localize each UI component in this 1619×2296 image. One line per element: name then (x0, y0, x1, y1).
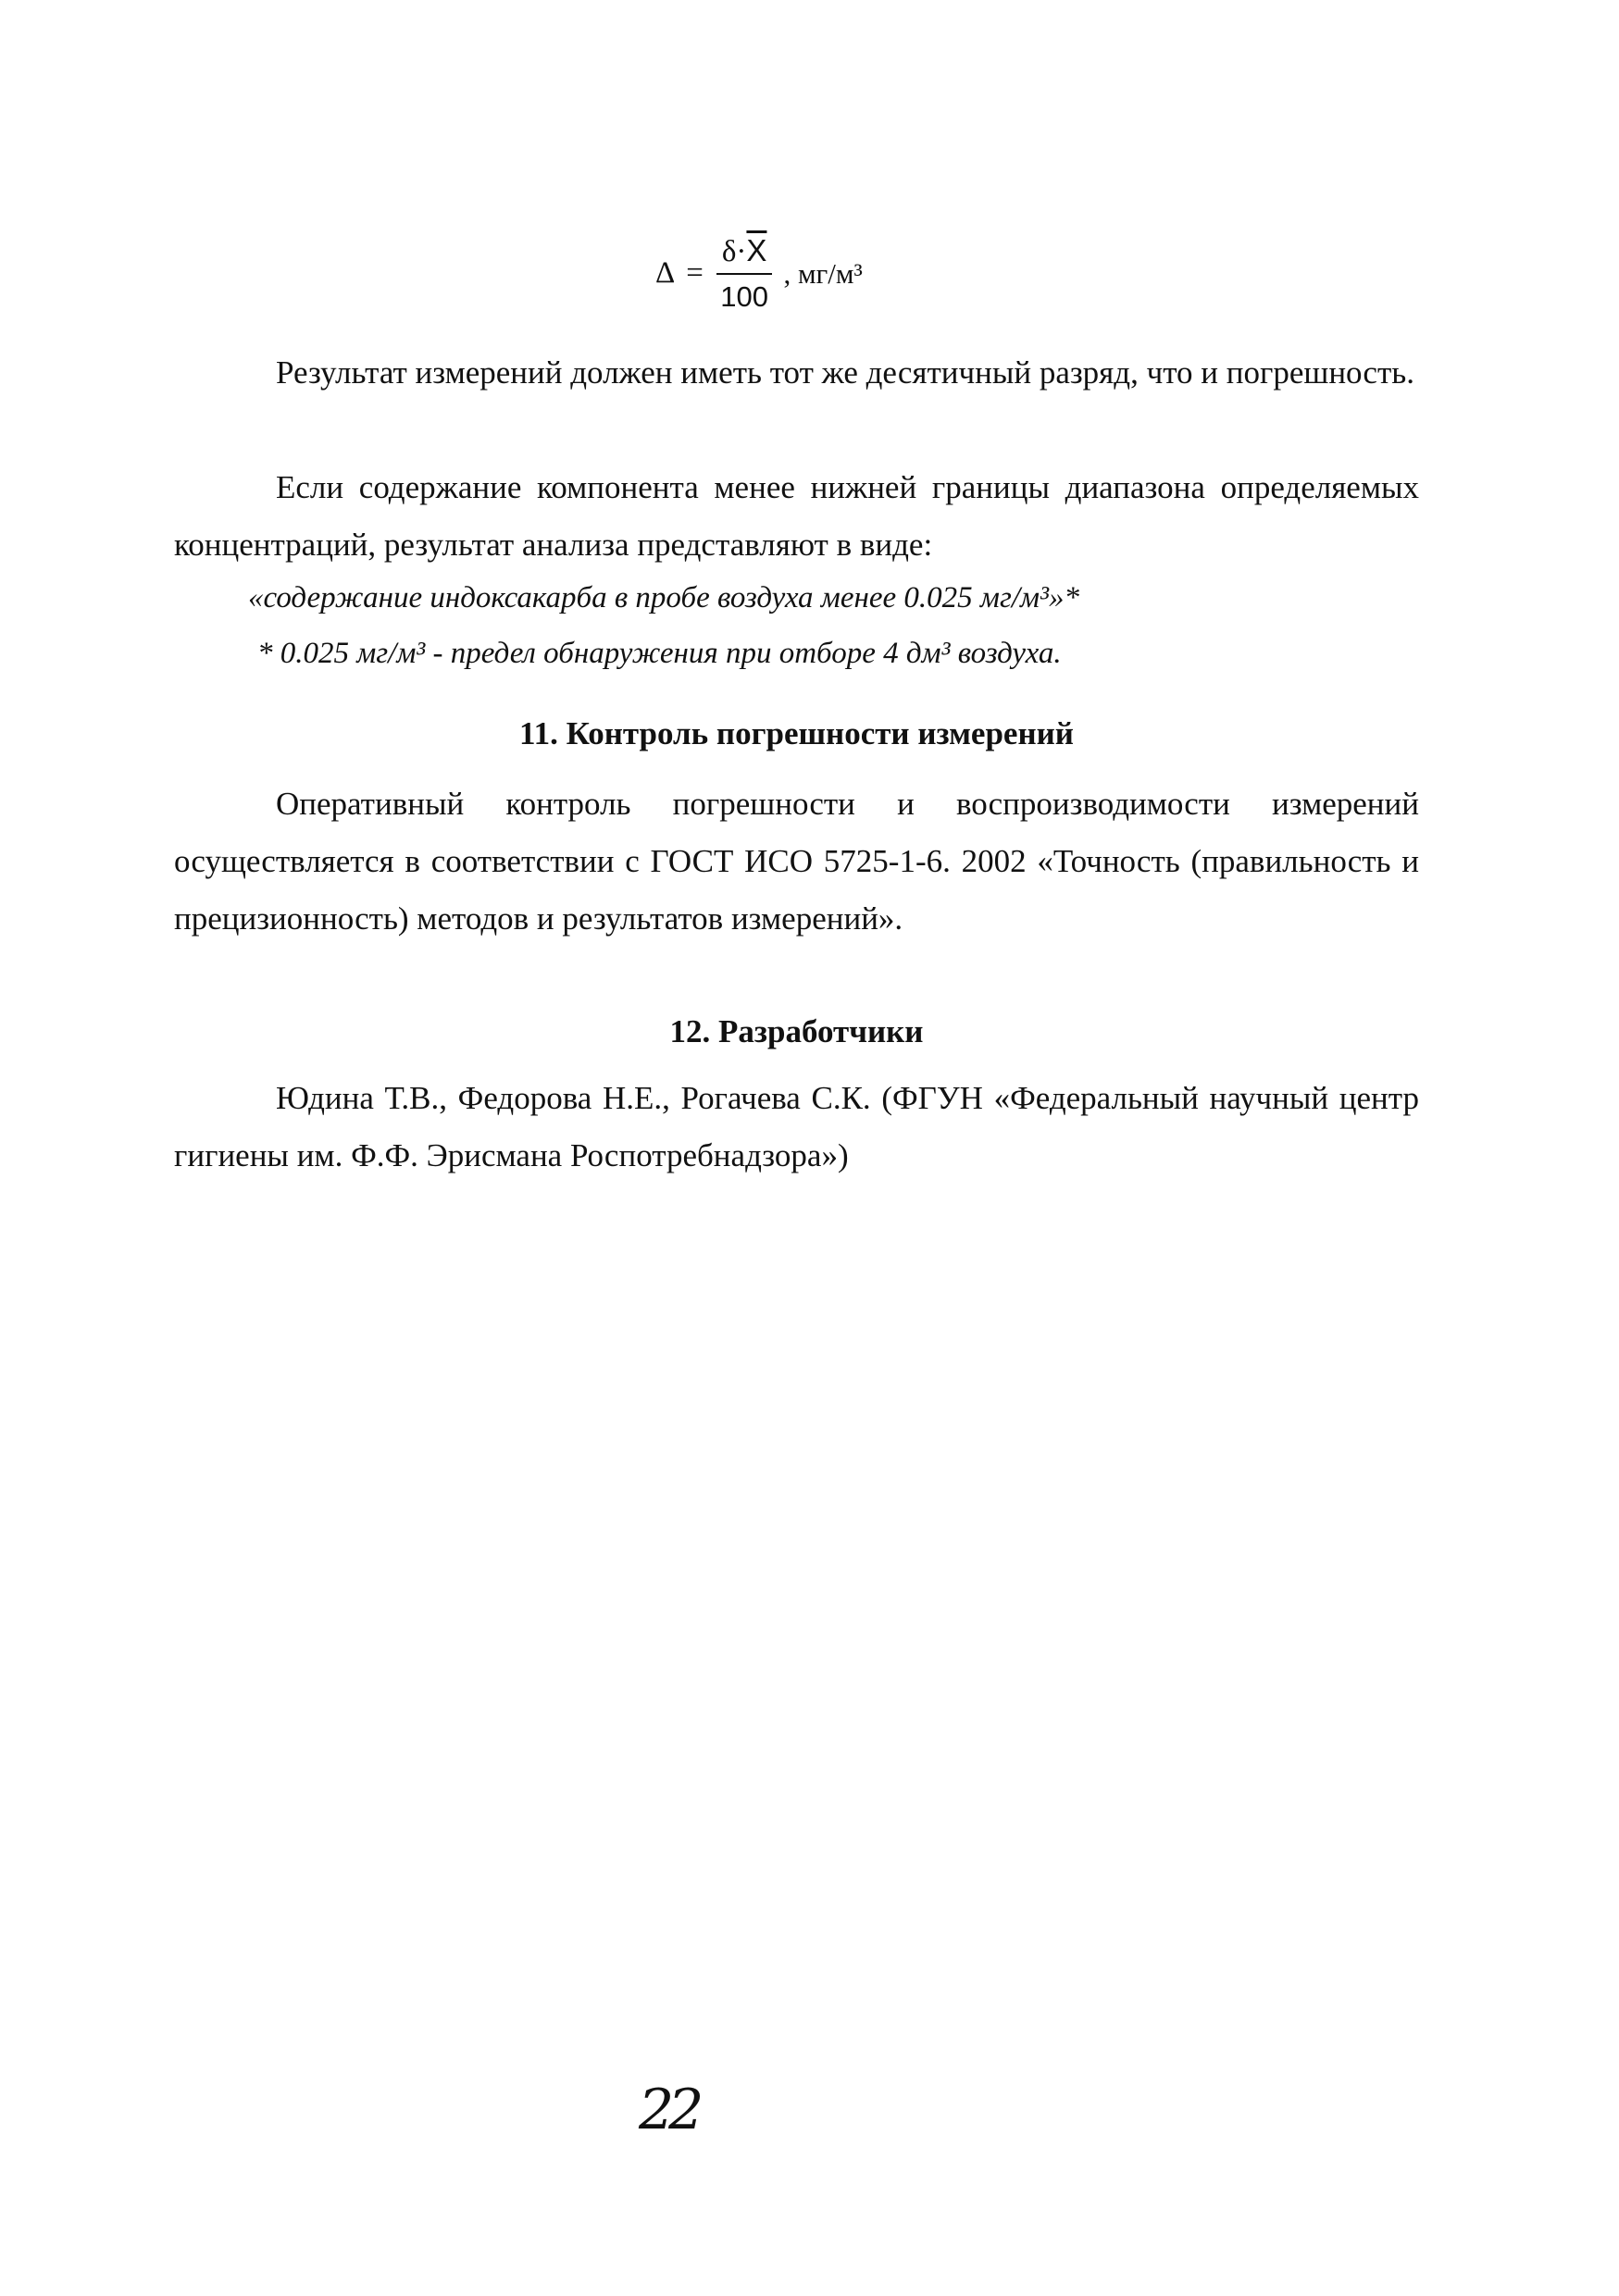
formula-fraction (716, 233, 773, 314)
paragraph-result-precision: Результат измерений должен иметь тот же десятичный разряд, что и погрешность. (276, 354, 1414, 391)
section-11-title: 11. Контроль погрешности измерений (519, 715, 1074, 751)
formula-numerator (716, 233, 773, 275)
formula-dot: · (736, 235, 747, 268)
page-number: 22 (639, 2078, 699, 2142)
section-11-text: Оперативный контроль погрешности и воспроизводимости измерений осуществляется в соответствии с ГОСТ ИСО 5725-1-6. 2002 «Точность (правильность и прецизионность) методов и результатов измерений». (174, 786, 1419, 937)
paragraph-below-range: Если содержание компонента менее нижней границы диапазона определяемых концентраций, результат анализа представляют в виде: (174, 469, 1419, 563)
formula-delta: Δ (655, 256, 676, 290)
formula-equals: = (686, 256, 704, 290)
error-formula (655, 233, 863, 314)
section-12-text: Юдина Т.В., Федорова Н.Е., Рогачева С.К. (ФГУН «Федеральный научный центр гигиены им. Ф.Ф. Эрисмана Роспотребнадзора») (174, 1080, 1419, 1173)
footnote: * 0.025 мг/м³ - предел обнаружения при отборе 4 дм³ воздуха. (257, 637, 1062, 670)
formula-unit (783, 257, 862, 291)
quote-result: «содержание индоксакарба в пробе воздуха менее 0.025 мг/м³»* (248, 581, 1079, 614)
formula-xbar: $\overline{X}$ (746, 233, 767, 267)
section-12-title: 12. Разработчики (669, 1013, 924, 1049)
formula-delta-small: δ (721, 235, 737, 268)
formula-denominator: 100 (720, 280, 769, 313)
formula-unit-text: мг/м³ (797, 256, 863, 290)
formula-separator: , (783, 256, 791, 290)
